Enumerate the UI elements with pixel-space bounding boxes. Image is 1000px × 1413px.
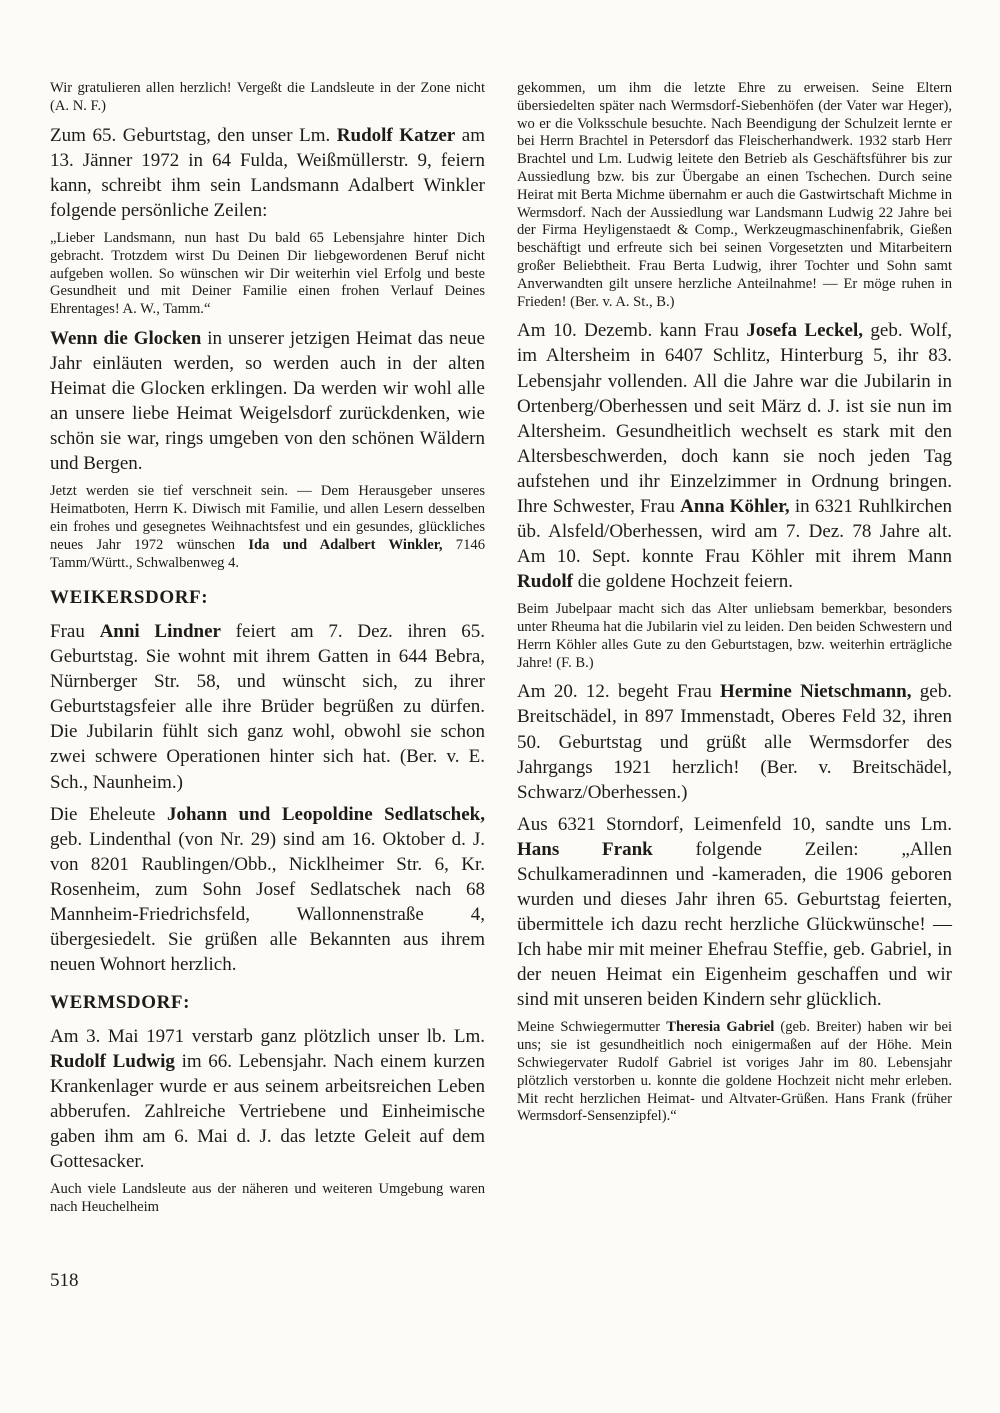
text-run: gekommen, um ihm die letzte Ehre zu erweisen. Seine Eltern übersiedelten später nach Wermsdorf-Siebenhöfen (der Vater war Heger), wo er die Volksschule besuchte. Nach Beendigung der Schulzeit lernte er bei Herrn Brachtel in Petersdorf das Fleischerhandwerk. 1932 starb Herr Brachtel und Lm. Ludwig leitete den Betrieb als Geschäftsführer bis zur Aussiedlung bzw. bis zur Übergabe an einen Tschechen. Durch seine Heirat mit Berta Michme übernahm er auch die Gastwirtschaft Michme in Wermsdorf. Nach der Aussiedlung war Landsmann Ludwig 22 Jahre bei der Firma Heyligenstaedt & Comp., Werkzeugmaschinenfabrik, Gießen beschäftigt und erfreute sich bei seinen Vorgesetzten und Mitarbeitern großer Beliebtheit. Frau Berta Ludwig, ihrer Tochter und Sohn samt Anverwandten gilt unsere herzliche Anteilnahme! — Er möge ruhen in Frieden! (Ber. v. A. St., B.): [517, 80, 952, 310]
section-heading: [50, 586, 485, 611]
bold-text-run: Anni Lindner: [99, 621, 221, 643]
text-run: Auch viele Landsleute aus der näheren und weiteren Umgebung waren nach Heuchelheim: [50, 1181, 485, 1216]
text-run: im 66. Lebensjahr. Nach einem kurzen Krankenlager wurde er aus seinem arbeitsreichen Leben abberufen. Zahlreiche Vertriebene und Einheimische gaben ihm am 6. Mai d. J. das letzte Geleit auf dem Gottesacker.: [50, 1050, 485, 1173]
text-run: geb. Breitschädel, in 897 Immenstadt, Oberes Feld 32, ihren 50. Geburtstag und grüßt alle Wermsdorfer des Jahrgangs 1921 herzlich! (Ber. v. Breitschädel, Schwarz/Oberhessen.): [517, 681, 952, 803]
paragraph: [50, 326, 485, 476]
bold-text-run: Anna Köhler,: [680, 495, 790, 517]
text-run: 7146 Tamm/Württ., Schwalbenweg 4.: [50, 536, 485, 571]
text-run: in unserer jetzigen Heimat das neue Jahr einläuten werden, so werden auch in der alten Heimat die Glocken erklingen. Da werden wir wohl alle an unsere liebe Heimat Weigelsdorf zurückdenken, wie schön sie war, rings umgeben von den schönen Wäldern und Bergen.: [50, 327, 485, 475]
bold-text-run: Hermine Nietschmann,: [720, 681, 912, 703]
text-run: Beim Jubelpaar macht sich das Alter unliebsam bemerkbar, besonders unter Rheuma hat die Jubilarin viel zu leiden. Den beiden Schwestern und Herrn Köhler alles Gute zu den Geburtstagen, bzw. weiterhin erträgliche Jahre! (F. B.): [517, 601, 952, 671]
text-run: (geb. Breiter) haben wir bei uns; sie ist gesundheitlich noch einigermaßen auf der Höhe. Mein Schwiegervater Rudolf Gabriel ist voriges Jahr im 80. Lebensjahr plötzlich verstorben u. konnte die goldene Hochzeit nicht mehr erleben. Mit recht herzlichen Heimat- und Altvater-Grüßen. Hans Frank (früher Wermsdorf-Sensenzipfel).“: [517, 1019, 953, 1125]
bold-text-run: Rudolf Katzer: [336, 124, 456, 146]
bold-text-run: WEIKERSDORF:: [50, 587, 209, 609]
text-run: am 13. Jänner 1972 in 64 Fulda, Weißmüllerstr. 9, feiern kann, schreibt ihm sein Landsmann Adalbert Winkler folgende persönliche Zeilen:: [50, 124, 485, 221]
small-paragraph: [50, 230, 485, 319]
text-run: Zum 65. Geburtstag, den unser Lm.: [50, 124, 337, 146]
paragraph: [517, 679, 952, 804]
small-paragraph: [517, 1019, 952, 1126]
right-column: [517, 80, 952, 1224]
section-heading: [50, 991, 485, 1016]
text-run: Am 3. Mai 1971 verstarb ganz plötzlich unser lb. Lm.: [50, 1025, 485, 1047]
paragraph: [50, 802, 485, 978]
two-column-layout: [50, 80, 952, 1224]
small-paragraph: [517, 80, 952, 311]
text-run: in 6321 Ruhlkirchen üb. Alsfeld/Oberhessen, wird am 7. Dez. 78 Jahre alt. Am 10. Sept. konnte Frau Köhler mit ihrem Mann: [517, 495, 952, 568]
text-run: „Lieber Landsmann, nun hast Du bald 65 Lebensjahre hinter Dich gebracht. Trotzdem wirst Du Deinen Dir liebgewordenen Beruf nicht aufgeben wollen. So wünschen wir Dir weiterhin viel Erfolg und beste Gesundheit und mit Deiner Familie einen frohen Verlauf Deines Ehrentages! A. W., Tamm.“: [50, 229, 485, 318]
paragraph: [517, 318, 952, 594]
text-run: die goldene Hochzeit feiern.: [572, 571, 793, 593]
text-run: Wir gratulieren allen herzlich! Vergeßt die Landsleute in der Zone nicht (A. N. F.): [50, 80, 485, 114]
bold-text-run: Rudolf: [517, 571, 573, 593]
text-run: Die Eheleute: [50, 803, 167, 825]
text-run: folgende Zeilen: „Allen Schulkameradinnen und -kameraden, die 1906 geboren wurden und dieses Jahr ihren 65. Geburtstag feierten, übermittele ich dazu recht herzliche Glückwünsche! — Ich habe mir mit meiner Ehefrau Steffie, geb. Gabriel, in der neuen Heimat ein Eigenheim geschaffen und wir sind mit unseren beiden Kindern sehr glücklich.: [517, 838, 952, 1011]
left-column: [50, 80, 485, 1224]
small-paragraph: [517, 601, 952, 672]
paragraph: [50, 123, 485, 223]
small-paragraph: [50, 80, 485, 116]
text-run: Am 20. 12. begeht Frau: [517, 681, 721, 703]
text-run: feiert am 7. Dez. ihren 65. Geburtstag. Sie wohnt mit ihrem Gatten in 644 Bebra, Nürnberger Str. 58, und wünscht sich, zu ihrer Geburtstagsfeier alle ihre Brüder begrüßen zu dürfen. Die Jubilarin fühlt sich ganz wohl, obwohl sie schon zwei schwere Operationen hinter sich hat. (Ber. v. E. Sch., Naunheim.): [50, 621, 486, 793]
small-paragraph: [50, 1181, 485, 1217]
paragraph: [517, 812, 952, 1013]
small-paragraph: [50, 483, 485, 572]
bold-text-run: Rudolf Ludwig: [50, 1050, 175, 1072]
paragraph: [50, 1024, 485, 1174]
text-run: geb. Lindenthal (von Nr. 29) sind am 16. Oktober d. J. von 8201 Raublingen/Obb., Nicklheimer Str. 6, Kr. Rosenheim, zum Sohn Josef Sedlatschek nach 68 Mannheim-Friedrichsfeld, Wallonnenstraße 4, übergesiedelt. Sie grüßen alle Bekannten aus ihrem neuen Wohnort herzlich.: [50, 828, 485, 976]
bold-text-run: Wenn die Glocken: [50, 327, 202, 349]
text-run: Jetzt werden sie tief verschneit sein. — Dem Herausgeber unseres Heimatboten, Herrn K. Diwisch mit Familie, und allen Lesern desselben ein frohes und gesegnetes Weihnachtsfest und ein gesundes, glückliches neues Jahr 1972 wünschen: [50, 483, 485, 553]
text-run: Frau: [50, 621, 100, 643]
bold-text-run: Theresia Gabriel: [666, 1019, 775, 1036]
bold-text-run: Hans Frank: [517, 838, 653, 860]
page-number: 518: [50, 1270, 79, 1291]
text-run: geb. Wolf, im Altersheim in 6407 Schlitz, Hinterburg 5, ihr 83. Lebensjahr vollenden. All die Jahre war die Jubilarin in Ortenberg/Oberhessen und seit März d. J. ist sie nun im Altersheim. Gesundheitlich wechselt es stark mit den Altersbeschwerden, doch kann sie noch jeden Tag aufstehen und ihr Einzelzimmer in Ordnung bringen. Ihre Schwester, Frau: [517, 320, 952, 517]
bold-text-run: WERMSDORF:: [50, 992, 191, 1014]
paragraph: [50, 619, 485, 795]
text-run: Aus 6321 Storndorf, Leimenfeld 10, sandte uns Lm.: [517, 813, 952, 835]
bold-text-run: Josefa Leckel,: [746, 320, 863, 342]
bold-text-run: Ida und Adalbert Winkler,: [248, 536, 443, 553]
bold-text-run: Johann und Leopoldine Sedlatschek,: [166, 803, 485, 825]
text-run: Meine Schwiegermutter: [517, 1019, 667, 1036]
text-run: Am 10. Dezemb. kann Frau: [517, 320, 747, 342]
